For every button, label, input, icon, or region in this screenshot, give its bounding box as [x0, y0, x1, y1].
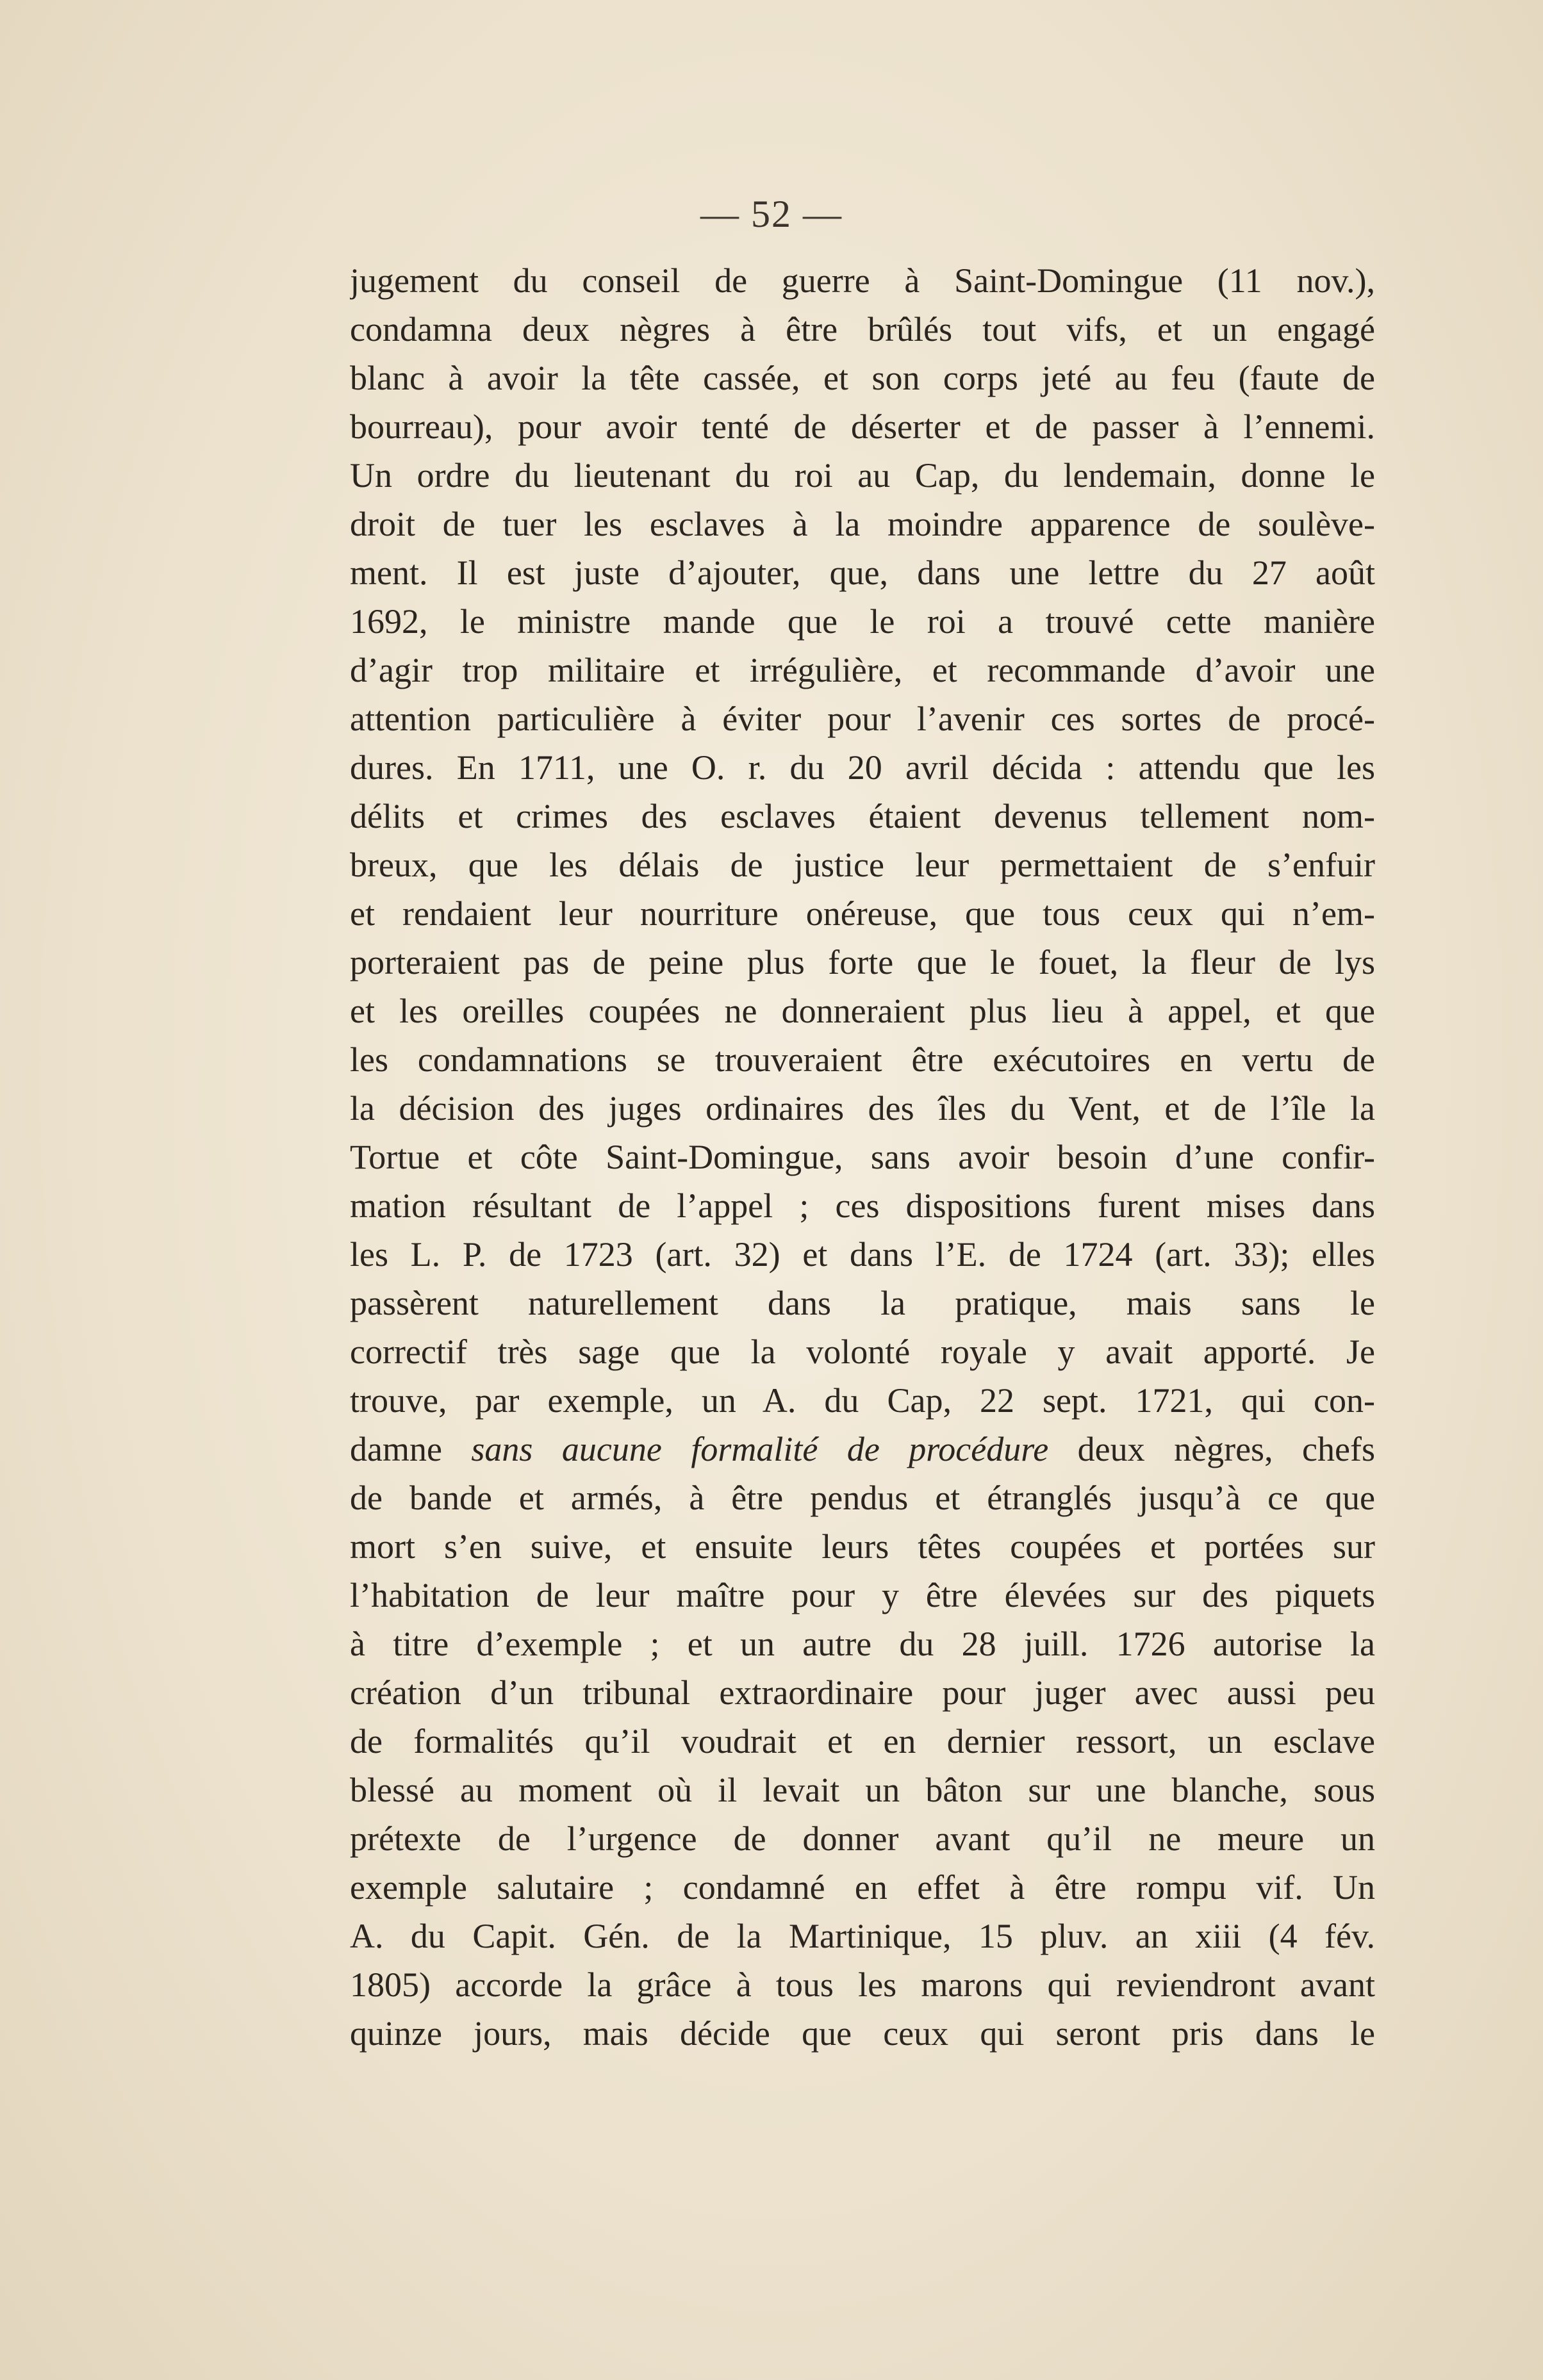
text-segment: porteraient pas de peine plus forte que le fouet, la fleur de lys	[350, 943, 1375, 981]
text-line	[350, 1425, 1375, 1473]
text-segment: de formalités qu’il voudrait et en dernier ressort, un esclave	[350, 1722, 1375, 1760]
text-line	[350, 1912, 1375, 1960]
text-segment: et rendaient leur nourriture onéreuse, que tous ceux qui n’em-	[350, 894, 1375, 933]
text-line	[350, 1522, 1375, 1571]
text-line	[350, 1668, 1375, 1717]
body-text	[350, 256, 1375, 2058]
text-line	[350, 792, 1375, 841]
text-line	[350, 354, 1375, 402]
text-segment: d’agir trop militaire et irrégulière, et recommande d’avoir une	[350, 651, 1375, 689]
text-segment: quinze jours, mais décide que ceux qui seront pris dans le	[350, 2014, 1375, 2053]
text-line	[350, 548, 1375, 597]
page-number: — 52 —	[700, 193, 843, 235]
text-segment: ment. Il est juste d’ajouter, que, dans une lettre du 27 août	[350, 554, 1375, 592]
text-line	[350, 1473, 1375, 1522]
text-line	[350, 889, 1375, 938]
text-segment: blanc à avoir la tête cassée, et son corps jeté au feu (faute de	[350, 359, 1375, 397]
text-segment: bourreau), pour avoir tenté de déserter et de passer à l’ennemi.	[350, 407, 1375, 446]
text-segment: dures. En 1711, une O. r. du 20 avril décida : attendu que les	[350, 748, 1375, 787]
text-segment: droit de tuer les esclaves à la moindre apparence de soulève-	[350, 505, 1375, 543]
text-line	[350, 743, 1375, 792]
text-line	[350, 451, 1375, 500]
text-line	[350, 1084, 1375, 1133]
text-segment: mort s’en suive, et ensuite leurs têtes coupées et portées sur	[350, 1527, 1375, 1566]
text-line	[350, 1717, 1375, 1766]
text-segment: 1692, le ministre mande que le roi a trouvé cette manière	[350, 602, 1375, 641]
text-line	[350, 500, 1375, 548]
text-line	[350, 2009, 1375, 2058]
text-line	[350, 1279, 1375, 1327]
text-line	[350, 1327, 1375, 1376]
text-segment: de bande et armés, à être pendus et étranglés jusqu’à ce que	[350, 1479, 1375, 1517]
text-segment: création d’un tribunal extraordinaire pour juger avec aussi peu	[350, 1673, 1375, 1712]
text-line	[350, 938, 1375, 987]
text-line	[350, 841, 1375, 889]
text-segment: l’habitation de leur maître pour y être élevées sur des piquets	[350, 1576, 1375, 1614]
text-segment: passèrent naturellement dans la pratique, mais sans le	[350, 1284, 1375, 1322]
text-line	[350, 1960, 1375, 2009]
text-segment: A. du Capit. Gén. de la Martinique, 15 pluv. an xiii (4 fév.	[350, 1917, 1375, 1955]
text-segment: Tortue et côte Saint-Domingue, sans avoir besoin d’une confir-	[350, 1138, 1375, 1176]
text-segment: prétexte de l’urgence de donner avant qu’il ne meure un	[350, 1819, 1375, 1858]
text-segment: Un ordre du lieutenant du roi au Cap, du lendemain, donne le	[350, 456, 1375, 495]
text-line	[350, 1230, 1375, 1279]
text-line	[350, 1133, 1375, 1181]
text-segment: les condamnations se trouveraient être exécutoires en vertu de	[350, 1040, 1375, 1079]
text-segment: trouve, par exemple, un A. du Cap, 22 sept. 1721, qui con-	[350, 1381, 1375, 1420]
text-segment: mation résultant de l’appel ; ces dispositions furent mises dans	[350, 1186, 1375, 1225]
text-segment: jugement du conseil de guerre à Saint-Domingue (11 nov.),	[350, 261, 1375, 300]
text-line	[350, 1766, 1375, 1814]
text-line	[350, 1620, 1375, 1668]
text-line	[350, 597, 1375, 646]
text-segment: à titre d’exemple ; et un autre du 28 juill. 1726 autorise la	[350, 1625, 1375, 1663]
text-segment: exemple salutaire ; condamné en effet à être rompu vif. Un	[350, 1868, 1375, 1907]
text-segment: 1805) accorde la grâce à tous les marons qui reviendront avant	[350, 1966, 1375, 2004]
text-line	[350, 646, 1375, 694]
text-line	[350, 1863, 1375, 1912]
text-segment: correctif très sage que la volonté royale y avait apporté. Je	[350, 1333, 1375, 1371]
text-segment: attention particulière à éviter pour l’avenir ces sortes de procé-	[350, 700, 1375, 738]
text-segment: condamna deux nègres à être brûlés tout vifs, et un engagé	[350, 310, 1375, 349]
text-line	[350, 256, 1375, 305]
text-segment: blessé au moment où il levait un bâton sur une blanche, sous	[350, 1771, 1375, 1809]
text-line	[350, 1376, 1375, 1425]
text-segment: et les oreilles coupées ne donneraient plus lieu à appel, et que	[350, 992, 1375, 1030]
text-line	[350, 1814, 1375, 1863]
italic-phrase: sans aucune formalité de procédure	[471, 1430, 1049, 1468]
text-line	[350, 1181, 1375, 1230]
text-segment: damne	[350, 1430, 472, 1468]
text-line	[350, 987, 1375, 1035]
text-segment: la décision des juges ordinaires des îles du Vent, et de l’île la	[350, 1089, 1375, 1128]
text-line	[350, 305, 1375, 354]
text-segment: deux nègres, chefs	[1048, 1430, 1375, 1468]
text-line	[350, 694, 1375, 743]
text-line	[350, 1035, 1375, 1084]
text-line	[350, 1571, 1375, 1620]
text-segment: délits et crimes des esclaves étaient devenus tellement nom-	[350, 797, 1375, 835]
text-line	[350, 402, 1375, 451]
text-segment: breux, que les délais de justice leur permettaient de s’enfuir	[350, 846, 1375, 884]
text-segment: les L. P. de 1723 (art. 32) et dans l’E. de 1724 (art. 33); elles	[350, 1235, 1375, 1274]
